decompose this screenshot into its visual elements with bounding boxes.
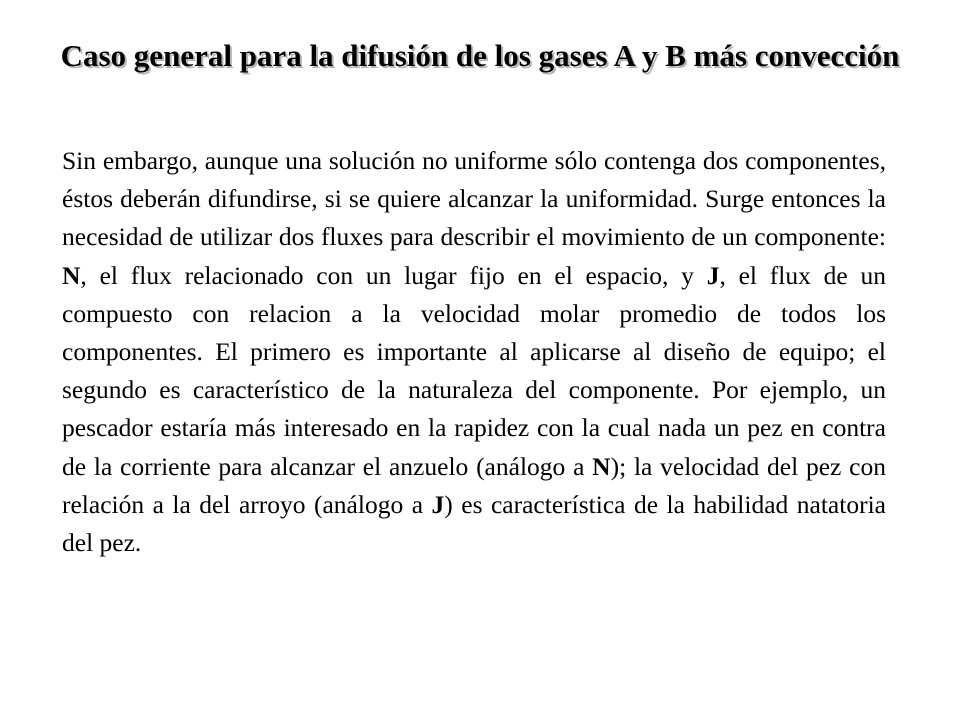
body-paragraph	[62, 142, 886, 562]
paragraph-segment: , el flux de un compuesto con relacion a la velocidad molar promedio de todos los componentes. El primero es importante al aplicarse al diseño de equipo; el segundo es característico de la naturaleza del componente. Por ejemplo, un pescador estaría más interesado en la rapidez con la cual nada un pez en contra de la corriente para alcanzar el anzuelo (análogo a	[62, 260, 886, 481]
flux-j-symbol: J	[706, 260, 720, 290]
flux-j-symbol: J	[431, 489, 445, 519]
paragraph-segment: Sin embargo, aunque una solución no uniforme sólo contenga dos componentes, éstos deberán difundirse, si se quiere alcanzar la uniformidad. Surge entonces la necesidad de utilizar dos fluxes para describir el movimiento de un componente:	[62, 146, 886, 252]
paragraph-segment: ); la velocidad del pez con relación a la del arroyo (análogo a	[62, 451, 886, 519]
paragraph-segment: , el flux relacionado con un lugar fijo en el espacio, y	[80, 260, 707, 290]
slide-title: Caso general para la difusión de los gases A y B más convección	[60, 38, 900, 73]
flux-n-symbol: N	[592, 451, 611, 481]
flux-n-symbol: N	[62, 260, 81, 290]
paragraph-segment: ) es característica de la habilidad natatoria del pez.	[62, 489, 886, 558]
